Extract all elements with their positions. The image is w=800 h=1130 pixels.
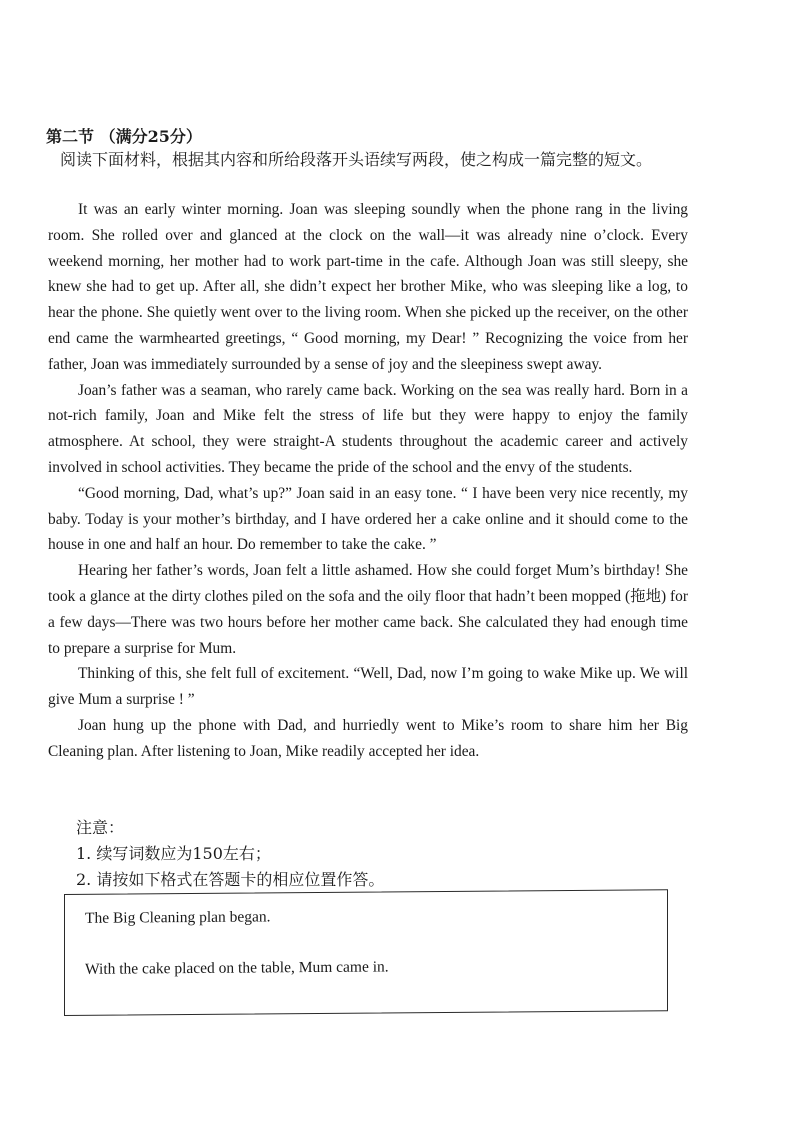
passage-paragraph: Thinking of this, she felt full of excitement. “Well, Dad, now I’m going to wake Mike up. We will give Mum a surprise ! ” <box>48 665 688 709</box>
passage-paragraph: “Good morning, Dad, what’s up?” Joan said in an easy tone. “ I have been very nice recently, my baby. Today is your mother’s birthday, and I have ordered her a cake online and it should come to the house in one and half an hour. Do remember to take the cake. ” <box>48 484 688 554</box>
passage-paragraph: Joan hung up the phone with Dad, and hurriedly went to Mike’s room to share him her Big Cleaning plan. After listening to Joan, Mike readily accepted her idea. <box>48 716 688 760</box>
answer-format-box <box>64 889 668 1016</box>
passage-paragraph: Joan’s father was a seaman, who rarely came back. Working on the sea was really hard. Born in a not-rich family, Joan and Mike felt the stress of life but they were happy to enjoy the family atmosphere. At school, they were straight-A students throughout the academic career and actively involved in school activities. They became the pride of the school and the envy of the students. <box>48 381 688 476</box>
notes-section <box>76 815 384 893</box>
notes-heading: 注意： <box>76 818 125 837</box>
reading-passage <box>48 197 688 765</box>
note-item: 2. 请按如下格式在答题卡的相应位置作答。 <box>76 870 385 889</box>
section-title: 第二节 （满分25分） <box>46 127 202 146</box>
paragraph-opener-1: The Big Cleaning plan began. <box>85 908 271 927</box>
passage-paragraph: It was an early winter morning. Joan was sleeping soundly when the phone rang in the living room. She rolled over and glanced at the clock on the wall—it was already nine o’clock. Every weekend morning, her mother had to work part-time in the cafe. Although Joan was still sleepy, she knew she had to get up. After all, she didn’t expect her brother Mike, who was sleeping like a log, to hear the phone. She quietly went over to the living room. When she picked up the receiver, on the other end came the warmhearted greetings, “ Good morning, my Dear! ” Recognizing the voice from her father, Joan was immediately surrounded by a sense of joy and the sleepiness swept away. <box>48 201 688 373</box>
note-item: 1. 续写词数应为150左右； <box>76 844 271 863</box>
paragraph-opener-2: With the cake placed on the table, Mum came in. <box>85 958 389 978</box>
task-instruction: 阅读下面材料，根据其内容和所给段落开头语续写两段，使之构成一篇完整的短文。 <box>60 150 653 169</box>
passage-paragraph: Hearing her father’s words, Joan felt a little ashamed. How she could forget Mum’s birthday! She took a glance at the dirty clothes piled on the sofa and the oily floor that hadn’t been mopped (拖地) for a few days—There was two hours before her mother came back. She calculated they had enough time to prepare a surprise for Mum. <box>48 562 688 657</box>
